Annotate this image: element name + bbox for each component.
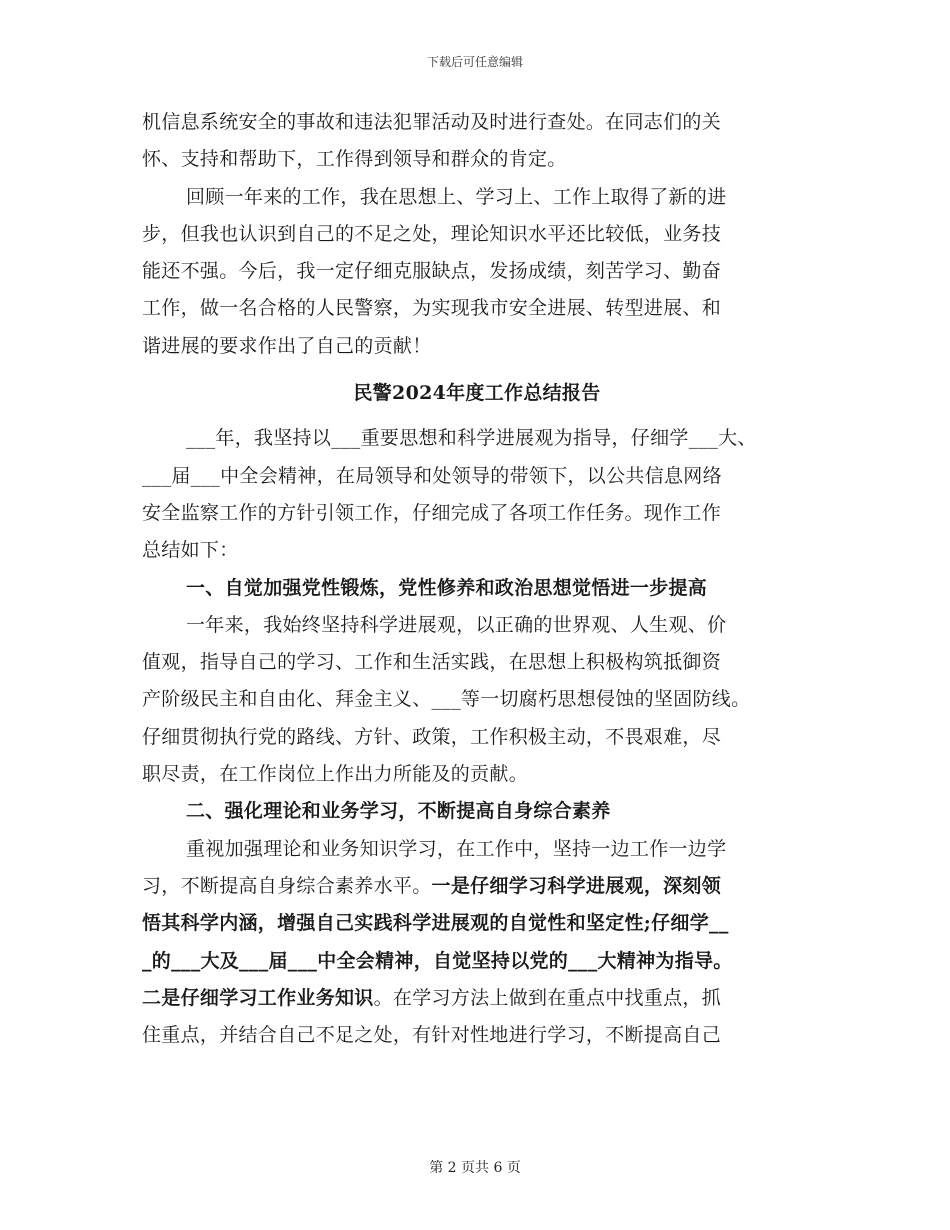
body-line: 产阶级民主和自由化、拜金主义、___等一切腐朽思想侵蚀的坚固防线。 bbox=[142, 688, 751, 711]
document-body bbox=[142, 104, 812, 1054]
emphasis-text: 一是仔细学习科学进展观，深刻领 bbox=[431, 874, 722, 897]
body-line: 安全监察工作的方针引领工作，仔细完成了各项工作任务。现作工作 bbox=[142, 501, 722, 524]
body-line: 能还不强。今后，我一定仔细克服缺点，发扬成绩，刻苦学习、勤奋 bbox=[142, 260, 722, 283]
body-line: 回顾一年来的工作，我在思想上、学习上、工作上取得了新的进 bbox=[186, 185, 727, 208]
emphasis-text: 二是仔细学习工作业务知识 bbox=[142, 986, 374, 1009]
body-line: 值观，指导自己的学习、工作和生活实践，在思想上积极构筑抵御资 bbox=[142, 651, 722, 674]
body-text: 。在学习方法上做到在重点中找重点，抓 bbox=[373, 986, 722, 1009]
body-line: 工作，做一名合格的人民警察，为实现我市安全进展、转型进展、和 bbox=[142, 297, 722, 320]
body-line: ___年，我坚持以___重要思想和科学进展观为指导，仔细学___大、 bbox=[186, 427, 757, 450]
emphasis-line: 悟其科学内涵，增强自己实践科学进展观的自觉性和坚定性;仔细学__ bbox=[142, 912, 729, 935]
section-heading: 二、强化理论和业务学习，不断提高自身综合素养 bbox=[186, 800, 611, 823]
body-line: 机信息系统安全的事故和违法犯罪活动及时进行查处。在同志们的关 bbox=[142, 111, 722, 133]
page-header: 下载后可任意编辑 bbox=[426, 55, 523, 69]
body-line: 怀、支持和帮助下，工作得到领导和群众的肯定。 bbox=[142, 148, 567, 171]
report-title: 民警2024年度工作总结报告 bbox=[353, 382, 601, 405]
body-line: ___届___中全会精神，在局领导和处领导的带领下，以公共信息网络 bbox=[142, 464, 722, 487]
body-line: 仔细贯彻执行党的路线、方针、政策，工作积极主动，不畏艰难，尽 bbox=[142, 725, 722, 748]
body-line: 一年来，我始终坚持科学进展观，以正确的世界观、人生观、价 bbox=[186, 613, 727, 636]
body-line: 步，但我也认识到自己的不足之处，理论知识水平还比较低，业务技 bbox=[142, 222, 722, 245]
body-text: 习，不断提高自身综合素养水平。 bbox=[142, 874, 432, 897]
body-line: 职尽责，在工作岗位上作出力所能及的贡献。 bbox=[142, 763, 529, 786]
page-number: 第 2 页共 6 页 bbox=[429, 1160, 521, 1176]
body-line: 重视加强理论和业务知识学习，在工作中，坚持一边工作一边学 bbox=[186, 837, 727, 860]
body-line: 谐进展的要求作出了自己的贡献！ bbox=[142, 334, 432, 357]
body-line bbox=[142, 868, 812, 905]
section-heading: 一、自觉加强党性锻炼，党性修养和政治思想觉悟进一步提高 bbox=[186, 576, 708, 599]
emphasis-line: _的___大及___届___中全会精神，自觉坚持以党的___大精神为指导。 bbox=[142, 949, 733, 972]
body-line bbox=[142, 980, 812, 1017]
body-line: 总结如下： bbox=[142, 539, 239, 562]
body-line: 住重点，并结合自己不足之处，有针对性地进行学习，不断提高自己 bbox=[142, 1024, 722, 1047]
